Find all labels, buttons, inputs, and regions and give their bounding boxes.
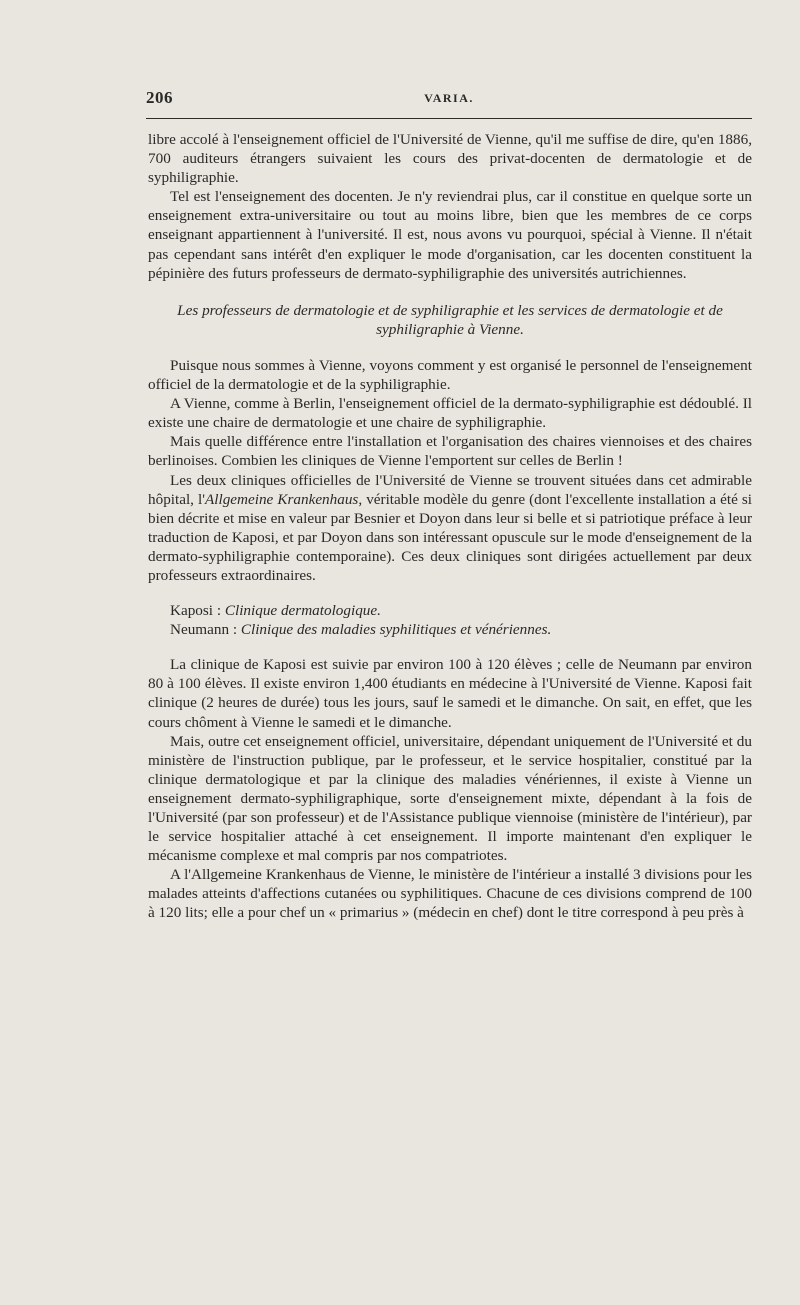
paragraph: Mais, outre cet enseignement officiel, universitaire, dépendant uniquement de l'Université et du ministère de l'instruction publique, par le professeur, et le service hospitalier, constitué par la clinique dermatologique et par la clinique des maladies vénériennes, il existe à Vienne un enseignement dermato-syphiligraphique, sorte d'enseignement mixte, dépendant à la fois de l'Université (par son professeur) et de l'Assistance publique viennoise (ministère de l'intérieur), par le service hospitalier attaché à cet enseignement. Il importe maintenant d'en expliquer le mécanisme complexe et mal compris par nos compatriotes. <box>148 732 752 865</box>
paragraph: Puisque nous sommes à Vienne, voyons comment y est organisé le personnel de l'enseignement officiel de la dermatologie et de la syphiligraphie. <box>148 356 752 394</box>
paragraph: Mais quelle différence entre l'installation et l'organisation des chaires viennoises et des chaires berlinoises. Combien les cliniques de Vienne l'emportent sur celles de Berlin ! <box>148 433 752 470</box>
clinic-name: Clinique dermatologique. <box>224 602 381 620</box>
list-item <box>148 601 752 620</box>
paragraph <box>148 471 752 586</box>
professor-name: Kaposi : <box>170 602 225 620</box>
clinic-list <box>148 601 752 639</box>
section-heading: Les professeurs de dermatologie et de syphiligraphie et les services de dermatologie et de syphiligraphie à Vienne. <box>177 301 723 338</box>
paragraph-text: , véritable modèle du genre (dont l'excellente installation a été si bien décrite et mise en valeur par Besnier et Doyon dans leur si belle et si patriotique préface à leur traduction de Kaposi, et par Doyon dans son intéressant opuscule sur le mode d'enseignement de la dermato-syphiligraphie contemporaine). Ces deux cliniques sont dirigées actuellement par deux professeurs extraordinaires. <box>148 490 752 584</box>
paragraph: La clinique de Kaposi est suivie par environ 100 à 120 élèves ; celle de Neumann par environ 80 à 100 élèves. Il existe environ 1,400 étudiants en médecine à l'Université de Vienne. Kaposi fait clinique (2 heures de durée) tous les jours, sauf le samedi et le dimanche. On sait, en effet, que les cours chôment à Vienne le samedi et le dimanche. <box>148 656 752 731</box>
list-item <box>148 620 752 639</box>
body-text <box>148 130 752 923</box>
page-number: 206 <box>146 88 173 107</box>
professor-name: Neumann : <box>170 621 241 639</box>
paragraph: A l'Allgemeine Krankenhaus de Vienne, le ministère de l'intérieur a installé 3 divisions pour les malades atteints d'affections cutanées ou syphilitiques. Chacune de ces divisions comprend de 100 à 120 lits; elle a pour chef un « primarius » (médecin en chef) dont le titre correspond à peu près à <box>148 866 752 922</box>
paragraph: A Vienne, comme à Berlin, l'enseignement officiel de la dermato-syphiligraphie est dédoublé. Il existe une chaire de dermatologie et une chaire de syphiligraphie. <box>148 395 753 432</box>
hospital-name: Allgemeine Krankenhaus <box>204 490 359 508</box>
paragraph-text: Les deux cliniques officielles de l'Université de Vienne se trouvent situées dans cet admirable hôpital, l' <box>148 471 752 508</box>
paragraph-continued: libre accolé à l'enseignement officiel de l'Université de Vienne, qu'il me suffise de dire, qu'en 1886, 700 auditeurs étrangers suivaient les cours des privat-docenten de dermatologie et de syphiligraphie. <box>148 131 752 187</box>
clinic-name: Clinique des maladies syphilitiques et vénériennes. <box>240 621 552 639</box>
page-header <box>146 88 752 114</box>
running-title: VARIA. <box>424 91 474 105</box>
paragraph: Tel est l'enseignement des docenten. Je n'y reviendrai plus, car il constitue en quelque sorte un enseignement extra-universitaire ou tout au moins libre, bien que les membres de ce corps enseignant appartiennent à l'université. Il est, nous avons vu pourquoi, spécial à Vienne. Il n'était pas cependant sans intérêt d'en expliquer le mode d'organisation, car les docenten constituent la pépinière des futurs professeurs de dermato-syphiligraphie des universités autrichiennes. <box>148 188 752 282</box>
header-rule <box>146 118 752 119</box>
